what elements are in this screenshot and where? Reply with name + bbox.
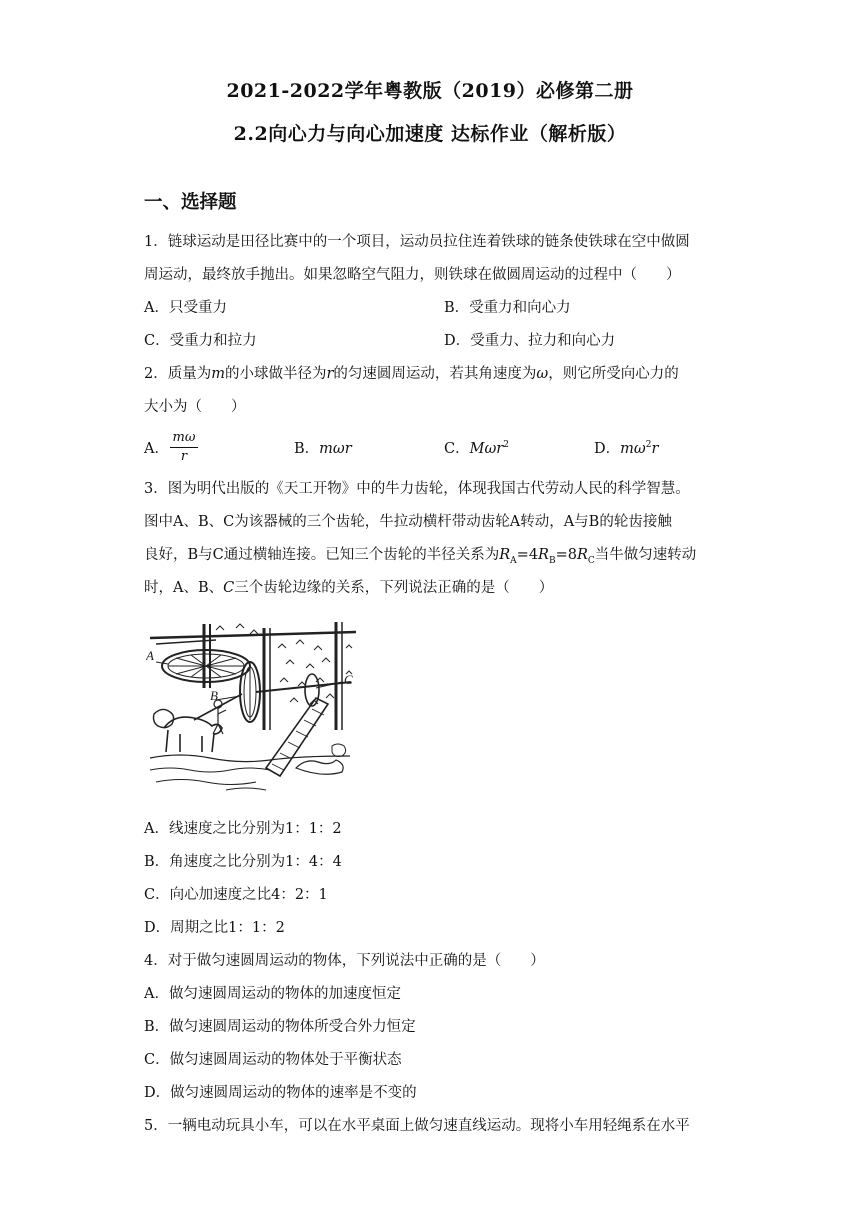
question-1-option-c: C．受重力和拉力 xyxy=(144,333,257,349)
question-2-option-a-fraction: $\frac{m\omega}{r}$ xyxy=(170,429,198,465)
section-heading: 一、选择题 xyxy=(144,192,237,213)
question-1-option-b: B．受重力和向心力 xyxy=(444,300,571,316)
figure-label-c: C xyxy=(344,672,353,687)
ox-gear-illustration xyxy=(146,618,364,796)
question-3-option-d: D．周期之比1：1：2 xyxy=(144,920,285,936)
question-3-text-line-3: 良好，B与C通过横轴连接。已知三个齿轮的半径关系为$R_A=4R_B=8R_C$当牛做匀速转动 xyxy=(144,547,697,566)
figure-label-b: B xyxy=(210,688,218,703)
question-3-option-a: A．线速度之比分别为1：1：2 xyxy=(144,821,342,837)
question-4-option-a: A．做匀速圆周运动的物体的加速度恒定 xyxy=(144,986,401,1002)
question-2-text-line-1: 2．质量为m的小球做半径为r的匀速圆周运动，若其角速度为ω，则它所受向心力的 xyxy=(144,366,679,382)
question-1-text-line-1: 1．链球运动是田径比赛中的一个项目，运动员拉住连着铁球的链条使铁球在空中做圆 xyxy=(144,234,690,250)
question-4-option-d: D．做匀速圆周运动的物体的速率是不变的 xyxy=(144,1085,417,1101)
question-2-option-d: D．$m\omega^2r$ xyxy=(594,440,659,457)
question-2-text-line-2: 大小为（ ） xyxy=(144,399,246,415)
figure-label-a: A xyxy=(146,648,154,663)
question-3-option-c: C．向心加速度之比4：2：1 xyxy=(144,887,328,903)
question-5-text-line-1: 5．一辆电动玩具小车，可以在水平桌面上做匀速直线运动。现将小车用轻绳系在水平 xyxy=(144,1118,690,1134)
question-1-option-d: D．受重力、拉力和向心力 xyxy=(444,333,616,349)
question-4-option-b: B．做匀速圆周运动的物体所受合外力恒定 xyxy=(144,1019,416,1035)
question-3-text-line-4: 时，A、B、C三个齿轮边缘的关系，下列说法正确的是（ ） xyxy=(144,580,554,596)
question-1-text-line-2: 周运动，最终放手抛出。如果忽略空气阻力，则铁球在做圆周运动的过程中（ ） xyxy=(144,267,681,283)
document-title: 2021-2022学年粤教版（2019）必修第二册 xyxy=(226,80,634,102)
document-subtitle: 2.2向心力与向心加速度 达标作业（解析版） xyxy=(233,123,627,145)
question-2-option-b: B．mωr xyxy=(294,441,352,457)
question-3-text-line-2: 图中A、B、C为该器械的三个齿轮，牛拉动横杆带动齿轮A转动，A与B的轮齿接触 xyxy=(144,514,672,530)
question-2-option-c: C．Mωr$^2$ xyxy=(444,440,509,457)
question-4-option-c: C．做匀速圆周运动的物体处于平衡状态 xyxy=(144,1052,402,1068)
question-1-option-a: A．只受重力 xyxy=(144,300,227,316)
question-4-text-line-1: 4．对于做匀速圆周运动的物体，下列说法中正确的是（ ） xyxy=(144,953,545,969)
question-2-option-a-label: A． xyxy=(144,441,169,457)
question-3-option-b: B．角速度之比分别为1：4：4 xyxy=(144,854,342,870)
question-3-text-line-1: 3．图为明代出版的《天工开物》中的牛力齿轮，体现我国古代劳动人民的科学智慧。 xyxy=(144,481,690,497)
